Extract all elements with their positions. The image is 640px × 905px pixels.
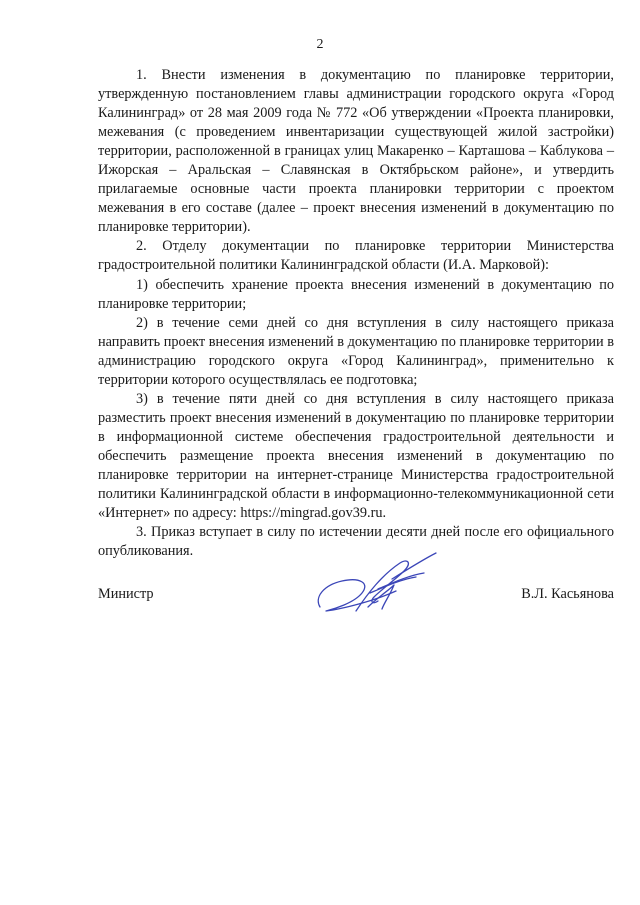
paragraph-subitem-1: 1) обеспечить хранение проекта внесения изменений в документацию по планировке территории; <box>98 276 614 312</box>
document-body <box>98 66 614 561</box>
signatory-name: В.Л. Касьянова <box>521 586 614 602</box>
paragraph-item-3: 3. Приказ вступает в силу по истечении десяти дней после его официального опубликования. <box>98 524 614 560</box>
paragraph-item-1: 1. Внести изменения в документацию по планировке территории, утвержденную постановлением главы администрации городского округа «Город Калининград» от 28 мая 2009 года № 772 «Об утверждении «Проекта планировки, межевания (с проведением инвентаризации существующей жилой застройки) территории, расположенной в границах улиц Макаренко – Карташова – Каблукова – Ижорская – Аральская – Славянская в Октябрьском районе», и утвердить прилагаемые основные части проекта планировки территории с проектом межевания в его составе (далее – проект внесения изменений в документацию по планировке территории). <box>98 67 614 236</box>
page-number: 2 <box>316 37 324 52</box>
signatory-position: Министр <box>98 586 154 602</box>
paragraph-subitem-2: 2) в течение семи дней со дня вступления в силу настоящего приказа направить проект внесения изменений в документацию по планировке территории в администрацию городского округа «Город Калининград», применительно к территории которого осуществлялась ее подготовка; <box>98 314 614 388</box>
handwritten-signature <box>312 549 442 619</box>
paragraph-item-2: 2. Отделу документации по планировке территории Министерства градостроительной политики Калининградской области (И.А. Марковой): <box>98 238 614 274</box>
paragraph-subitem-3: 3) в течение пяти дней со дня вступления в силу настоящего приказа разместить проект внесения изменений в документацию по планировке территории в информационной системе обеспечения градостроительной деятельности и обеспечить размещение проекта внесения изменений в документацию по планировке территории на интернет-странице Министерства градостроительной политики Калининградской области в информационно-телекоммуникационной сети «Интернет» по адресу: https://mingrad.gov39.ru. <box>98 390 614 522</box>
